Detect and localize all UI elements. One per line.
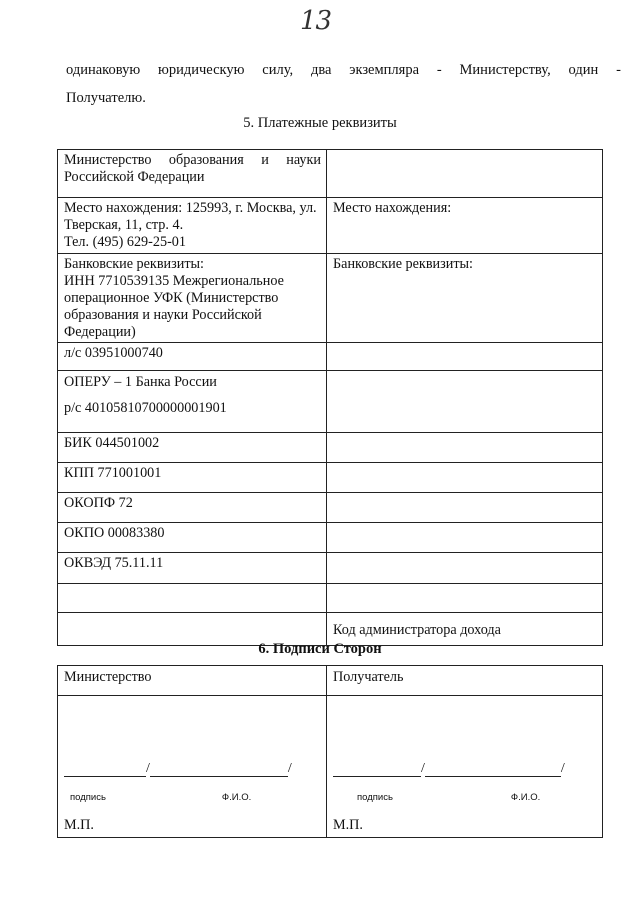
recipient-stamp: М.П. [333,817,363,833]
requisites-row [58,463,603,493]
requisites-row [58,523,603,553]
ministry-requisite-cell: КПП 771001001 [58,463,327,493]
requisites-row [58,343,603,371]
slash: / [421,761,425,776]
ministry-signature-line [64,761,321,777]
recipient-requisite-cell [327,371,603,433]
requisites-row [58,433,603,463]
signatures-table [57,665,603,838]
section-5-title: 5. Платежные реквизиты [243,115,397,131]
intro-word: силу, [262,62,294,78]
intro-word: юридическую [158,62,245,78]
recipient-requisite-cell [327,343,603,371]
ministry-requisite-cell: ОКВЭД 75.11.11 [58,553,327,584]
section-6-title: 6. Подписи Сторон [258,641,382,657]
party-ministry-header: Министерство [58,666,327,696]
ministry-requisite-cell: Банковские реквизиты: ИНН 7710539135 Межрегиональное операционное УФК (Министерство образования и науки Российской Федерации) [58,254,327,343]
sign-caption: подпись [357,792,393,803]
recipient-requisite-cell: Код администратора дохода [327,613,603,646]
recipient-signature-line [333,761,597,777]
name-caption: Ф.И.О. [221,792,252,803]
ministry-requisite-cell: БИК 044501002 [58,433,327,463]
recipient-requisite-cell [327,553,603,584]
slash: / [146,761,150,776]
intro-line-2: Получателю. [66,90,146,106]
ministry-signature-cell [58,696,327,838]
recipient-requisite-cell [327,584,603,613]
ministry-requisite-cell: ОКПО 00083380 [58,523,327,553]
requisites-row [58,371,603,433]
ministry-requisite-cell [58,584,327,613]
intro-word: - [616,62,621,78]
ministry-requisite-cell: ОПЕРУ – 1 Банка России р/с 40105810700000001901 [58,371,327,433]
name-caption: Ф.И.О. [510,792,541,803]
requisites-row [58,584,603,613]
intro-word: два [310,62,332,78]
intro-word: один [568,62,599,78]
page-number: 13 [300,6,332,36]
intro-word: Министерству, [459,62,551,78]
recipient-requisite-cell: Банковские реквизиты: [327,254,603,343]
intro-word: - [436,62,442,78]
sign-caption: подпись [70,792,106,803]
slash: / [560,761,565,776]
party-recipient-header: Получатель [327,666,603,696]
ministry-stamp: М.П. [64,817,94,833]
requisites-row [58,198,603,254]
ministry-requisite-cell: Министерство образования и науки Российской Федерации [58,150,327,198]
recipient-requisite-cell [327,463,603,493]
recipient-requisite-cell [327,493,603,523]
requisites-row [58,553,603,584]
slash: / [287,761,292,776]
recipient-requisite-cell: Место нахождения: [327,198,603,254]
intro-word: экземпляра [349,62,420,78]
recipient-requisite-cell [327,150,603,198]
recipient-requisite-cell [327,433,603,463]
recipient-signature-cell [327,696,603,838]
requisites-row [58,493,603,523]
requisites-table [57,149,603,646]
requisites-row [58,254,603,343]
requisites-row [58,150,603,198]
ministry-requisite-cell: л/с 03951000740 [58,343,327,371]
intro-line-1 [66,61,621,79]
ministry-requisite-cell: ОКОПФ 72 [58,493,327,523]
intro-word: одинаковую [66,62,141,78]
recipient-requisite-cell [327,523,603,553]
ministry-requisite-cell: Место нахождения: 125993, г. Москва, ул. Тверская, 11, стр. 4. Тел. (495) 629-25-01 [58,198,327,254]
